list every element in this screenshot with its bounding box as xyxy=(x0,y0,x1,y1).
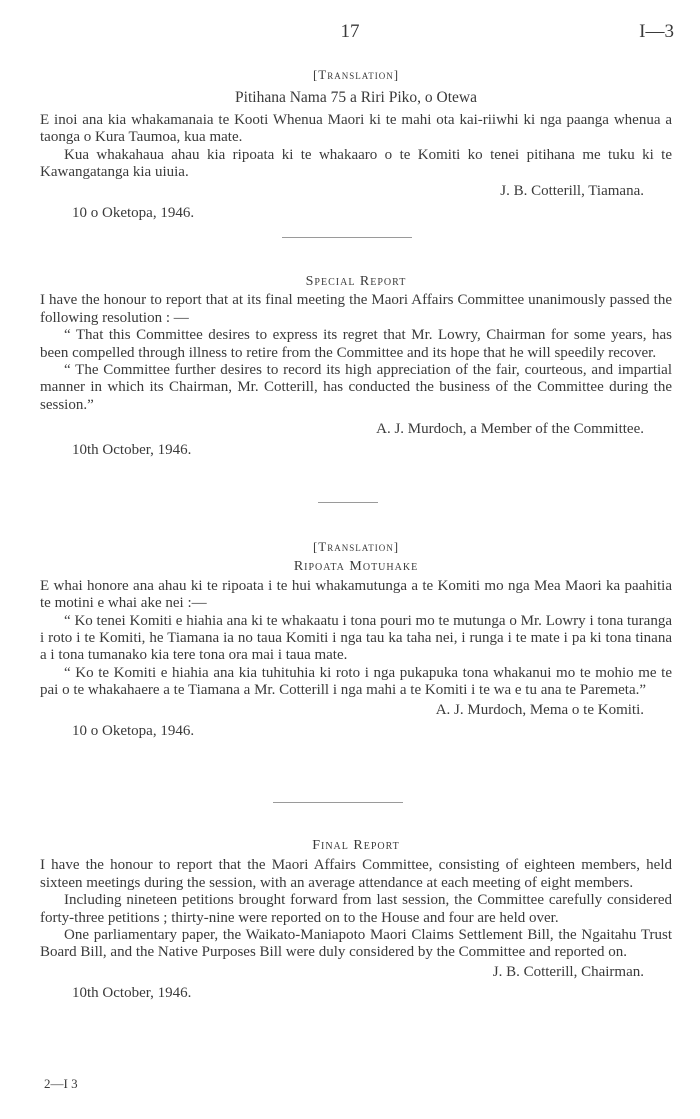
paragraph: I have the honour to report that at its final meeting the Maori Affairs Committee unanimously passed the following resolution : — xyxy=(40,292,672,326)
section-label: [Translation] xyxy=(312,67,400,82)
paragraph: “ Ko tenei Komiti e hiahia ana ki te whakaatu i tona pouri mo te mutunga o Mr. Lowry i tona turanga i roto i te Komiti, he Tiamana ia no taua Komiti i nga tau ka taha nei, i runga i te mate i pa ki tona tinana a i tona tumanako kia tere tona ora mai i taua mate. xyxy=(40,612,672,664)
signature: J. B. Cotterill, Tiamana. xyxy=(500,183,644,200)
paragraph: “ Ko te Komiti e hiahia ana kia tuhituhia ki roto i nga pukapuka tona whakanui mo te mohio me te pai o te whakahaere a te Tiamana a Mr. Cotterill i nga mahi a te Komiti i te wa e tu ana te Paremeta.” xyxy=(40,664,672,699)
signature: J. B. Cotterill, Chairman. xyxy=(492,963,644,980)
section-label: [Translation] xyxy=(312,539,400,554)
special-report-section xyxy=(40,273,672,459)
paragraph: Kua whakahaua ahau kia ripoata ki te whakaaro o te Komiti ko tenei pitihana me tuku ki te Kawangatanga kia uiuia. xyxy=(40,146,672,181)
page-number: 17 xyxy=(340,21,360,42)
paragraph: “ That this Committee desires to express its regret that Mr. Lowry, Chairman for some years, has been compelled through illness to retire from the Committee and its hope that he will speedily recover. xyxy=(40,327,672,361)
date: 10th October, 1946. xyxy=(72,985,192,1002)
paragraph: “ The Committee further desires to record its high appreciation of the fair, courteous, and impartial manner in which its Chairman, Mr. Cotterill, has conducted the business of the Committee during the session.” xyxy=(40,362,672,413)
divider xyxy=(282,237,412,239)
divider xyxy=(273,802,403,804)
paragraph: E inoi ana kia whakamanaia te Kooti Whenua Maori ki te mahi ota kai-riiwhi ki nga paanga whenua a taonga o Kura Taumoa, kua mate. xyxy=(40,111,672,146)
section-title: Pitihana Nama 75 a Riri Piko, o Otewa xyxy=(235,89,477,107)
divider xyxy=(318,502,378,504)
document-reference: I—3 xyxy=(639,21,674,42)
signature: A. J. Murdoch, Mema o te Komiti. xyxy=(435,701,644,718)
paragraph: I have the honour to report that the Maori Affairs Committee, consisting of eighteen members, held sixteen meetings during the session, with an average attendance at each meeting of eight members. xyxy=(40,857,672,891)
signature: A. J. Murdoch, a Member of the Committee. xyxy=(376,421,644,438)
translation-special-report-section xyxy=(40,538,672,740)
section-title: Final Report xyxy=(312,838,400,853)
date: 10th October, 1946. xyxy=(72,441,192,458)
date: 10 o Oketopa, 1946. xyxy=(72,204,195,221)
paragraph: Including nineteen petitions brought forward from last session, the Committee carefully considered forty-three petitions ; thirty-nine were reported on to the House and four are held over. xyxy=(40,892,672,926)
paragraph: E whai honore ana ahau ki te ripoata i te hui whakamutunga a te Komiti mo nga Mea Maori ka paahitia te motini e whai ake nei :— xyxy=(40,577,672,612)
paragraph: One parliamentary paper, the Waikato-Maniapoto Maori Claims Settlement Bill, the Ngaitahu Trust Board Bill, and the Native Purposes Bill were duly considered by the Committee and reported on. xyxy=(40,927,672,961)
date: 10 o Oketopa, 1946. xyxy=(72,723,195,740)
final-report-section xyxy=(40,837,672,1003)
translation-petition-section xyxy=(40,66,672,222)
section-title: Special Report xyxy=(305,274,407,289)
section-title: Ripoata Motuhake xyxy=(293,559,419,575)
printer-signature-mark: 2—I 3 xyxy=(44,1076,78,1091)
